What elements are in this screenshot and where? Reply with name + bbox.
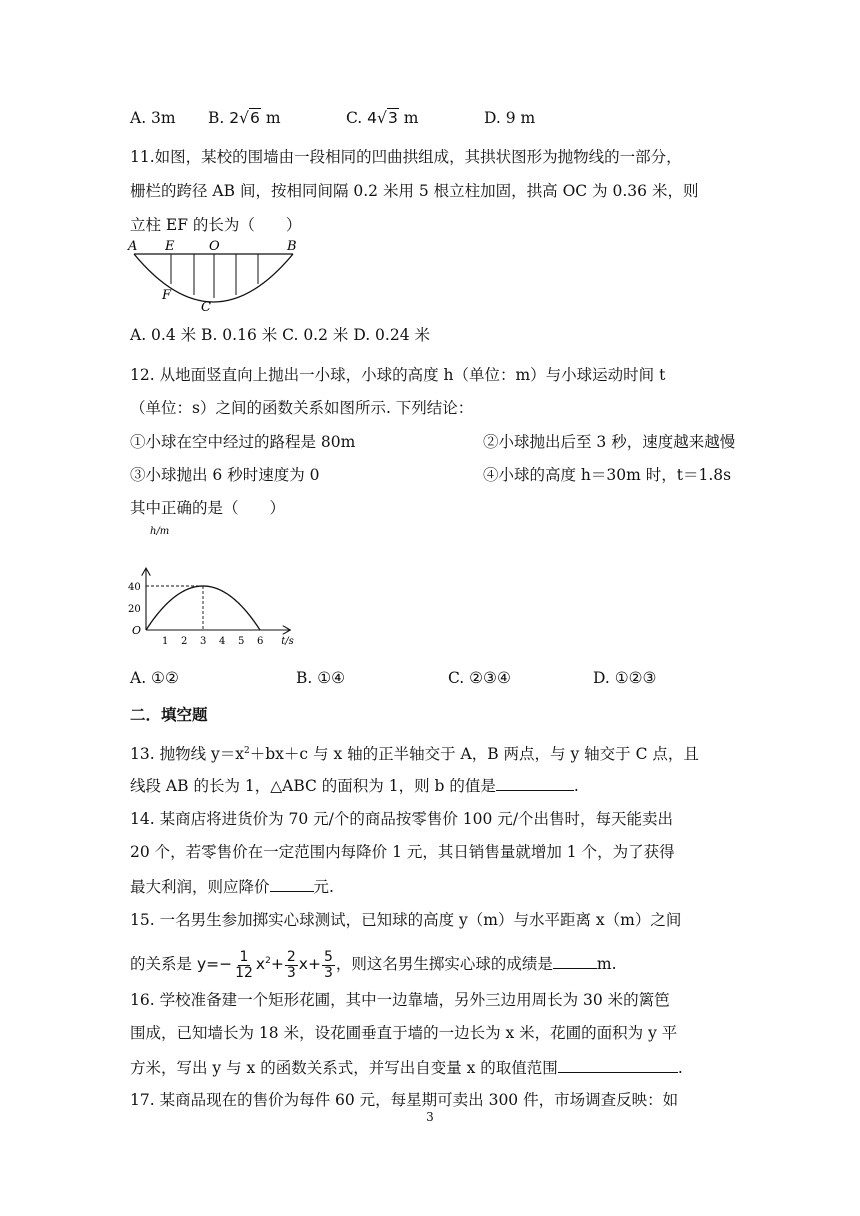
q10-option-b: B. 2√6 m: [208, 109, 281, 127]
q14-line-2: 20 个，若零售价在一定范围内每降价 1 元，其日销售量就增加 1 个，为了获得: [130, 843, 675, 861]
x-tick-label: 3: [200, 636, 207, 647]
fraction-2-3: $\frac{2}{3}$: [286, 948, 296, 981]
q11-line-2: 栅栏的跨径 AB 间，按相同间隔 0.2 米用 5 根立柱加固，拱高 OC 为 0.36 米，则: [130, 182, 699, 200]
y-tick-label: 40: [128, 582, 141, 593]
q16-line-2: 围成，已知墙长为 18 米，设花圃垂直于墙的一边长为 x 米，花圃的面积为 y 平: [130, 1024, 678, 1042]
x-tick-label: 4: [219, 636, 226, 647]
label-c: C: [201, 300, 211, 315]
q11-line-3: 立柱 EF 的长为（ ）: [130, 216, 302, 234]
fraction-5-3: $\frac{5}{3}$: [323, 948, 333, 981]
page-number: 3: [426, 1110, 434, 1124]
q17-line-1: 17. 某商品现在的售价为每件 60 元，每星期可卖出 300 件，市场调查反映：如: [130, 1091, 679, 1109]
q12-option-a: A. ①②: [130, 669, 179, 687]
y-axis-label: h/m: [150, 526, 170, 537]
q14-answer-blank[interactable]: [270, 876, 314, 892]
height-time-chart: [126, 522, 296, 654]
q12-question: 其中正确的是（ ）: [130, 499, 286, 517]
x-tick-label: 1: [162, 636, 169, 647]
q12-option-b: B. ①④: [296, 669, 346, 687]
q12-claim-3: ③小球抛出 6 秒时速度为 0: [130, 466, 320, 484]
q14-line-3: 最大利润，则应降价 元.: [130, 878, 334, 896]
q12-claim-4: ④小球的高度 h＝30m 时，t＝1.8s: [483, 466, 732, 484]
arch-fence-figure: [126, 236, 311, 316]
fraction-1-12: $\frac{1}{12}$: [235, 948, 253, 981]
y-tick-label: 20: [128, 604, 141, 615]
q16-line-1: 16. 学校准备建一个矩形花圃，其中一边靠墙，另外三边用周长为 30 米的篱笆: [130, 991, 670, 1009]
label-e: E: [165, 239, 175, 254]
label-f: F: [162, 288, 172, 303]
label-b: B: [287, 239, 297, 254]
q14-line-1: 14. 某商店将进货价为 70 元/个的商品按零售价 100 元/个出售时，每天能卖出: [130, 810, 674, 828]
q12-line-1: 12. 从地面竖直向上抛出一小球，小球的高度 h（单位：m）与小球运动时间 t: [130, 366, 666, 384]
q13-line-2: 线段 AB 的长为 1，△ABC 的面积为 1，则 b 的值是 .: [130, 777, 579, 795]
q15-answer-blank[interactable]: [553, 953, 597, 969]
q15-line-1: 15. 一名男生参加掷实心球测试，已知球的高度 y（m）与水平距离 x（m）之间: [130, 911, 682, 929]
label-a: A: [128, 239, 138, 254]
q12-option-d: D. ①②③: [593, 669, 657, 687]
q16-line-3: 方米，写出 y 与 x 的函数关系式，并写出自变量 x 的取值范围 .: [130, 1059, 683, 1077]
x-tick-label: 2: [181, 636, 188, 647]
q11-line-1: 11.如图，某校的围墙由一段相同的凹曲拱组成，其拱状图形为抛物线的一部分，: [130, 148, 682, 166]
q16-answer-blank[interactable]: [558, 1057, 678, 1073]
q15-line-2: 的关系是 y=− $\frac{1}{12}$ $x^2+$ $\frac{2}{3}$ x+ $\frac{5}{3}$ ，则这名男生掷实心球的成绩是 m.: [130, 948, 617, 981]
q10-option-c: C. 4√3 m: [346, 109, 419, 127]
x-axis-label: t/s: [281, 636, 294, 647]
q12-line-2: （单位：s）之间的函数关系如图所示. 下列结论：: [130, 399, 474, 417]
x-tick-label: 6: [257, 636, 264, 647]
q10-option-a: A. 3m: [130, 109, 176, 127]
q12-claim-1: ①小球在空中经过的路程是 80m: [130, 433, 356, 451]
section-title: 二．填空题: [130, 705, 208, 724]
q12-claim-2: ②小球抛出后至 3 秒，速度越来越慢: [483, 433, 736, 451]
q12-option-c: C. ②③④: [448, 669, 511, 687]
x-tick-label: 5: [238, 636, 245, 647]
origin-label: O: [132, 624, 142, 637]
q10-option-d: D. 9 m: [484, 109, 536, 127]
q11-options: A. 0.4 米 B. 0.16 米 C. 0.2 米 D. 0.24 米: [130, 326, 430, 344]
q13-answer-blank[interactable]: [496, 775, 574, 791]
q13-line-1: 13. 抛物线 $y=x^2+bx+c$ 与 x 轴的正半轴交于 A，B 两点，与 y 轴交于 C 点，且: [130, 745, 699, 764]
label-o: O: [209, 239, 220, 254]
